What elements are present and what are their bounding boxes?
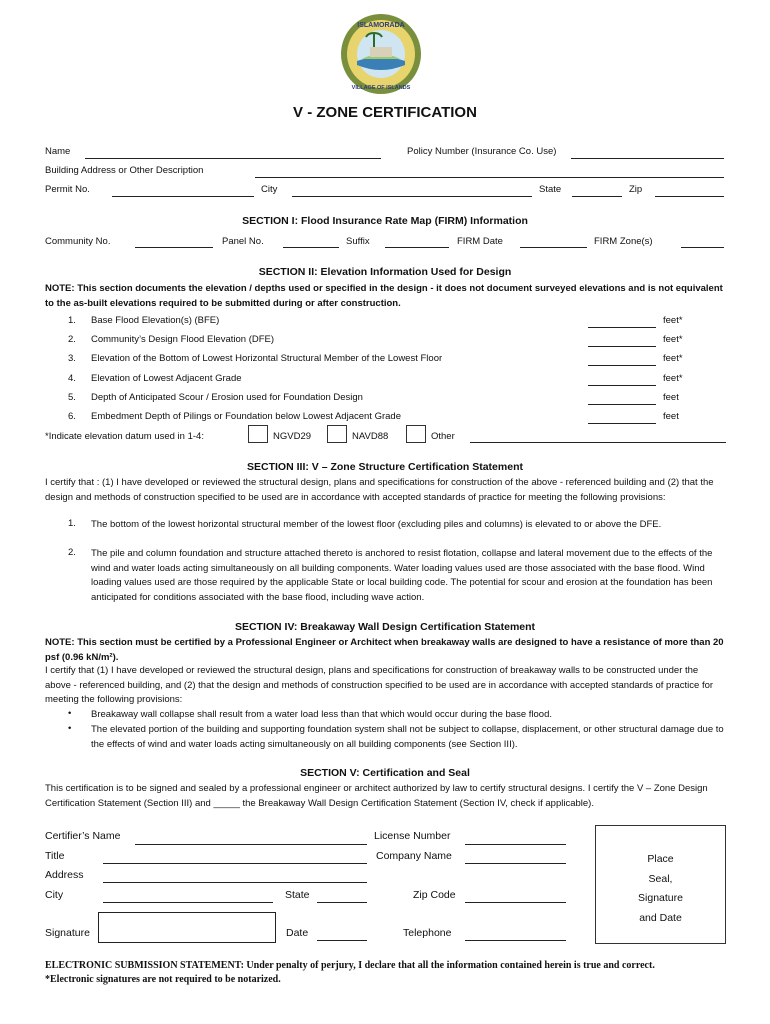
permit-no-field[interactable] — [112, 196, 254, 197]
firm-date-field[interactable] — [520, 247, 587, 248]
policy-number-field[interactable] — [571, 158, 724, 159]
item-label: Base Flood Elevation(s) (BFE) — [91, 315, 220, 326]
item-label: Embedment Depth of Pilings or Foundation below Lowest Adjacent Grade — [91, 411, 401, 422]
title-label: Title — [45, 850, 65, 862]
city-field[interactable] — [292, 196, 532, 197]
item-number: 5. — [68, 392, 76, 403]
section5-text: This certification is to be signed and sealed by a professional engineer or architect authorized by law to certify structural designs. I certify the V – Zone Design Certification Statement (Section III) and _____ the Breakaway Wall Design Certification Statement (Section IV, check if applicable). — [45, 783, 708, 809]
telephone-label: Telephone — [403, 927, 452, 939]
signature-label: Signature — [45, 927, 90, 939]
seal-box-line: Place — [647, 853, 674, 865]
item-unit: feet* — [663, 353, 683, 364]
zip-field[interactable] — [655, 196, 724, 197]
lowest-adjacent-grade-field[interactable] — [588, 385, 656, 386]
section4-intro: I certify that (1) I have developed or reviewed the structural design, plans and specifications for construction of breakaway walls to be constructed under the above - referenced building, and (2) that the design and methods of construction specified to be used are in accordance with accepted standards of practice for meeting the following provisions: — [45, 665, 714, 705]
other-label: Other — [431, 431, 455, 442]
zip-label: Zip — [629, 184, 643, 195]
village-seal-logo — [340, 13, 422, 95]
item-label: Elevation of Lowest Adjacent Grade — [91, 373, 242, 384]
certifier-state-field[interactable] — [317, 902, 367, 903]
navd88-label: NAVD88 — [352, 431, 389, 442]
dfe-field[interactable] — [588, 346, 656, 347]
section4-bullet: Breakaway wall collapse shall result from a water load less than that which would occur during the base flood. — [91, 709, 552, 720]
title-field[interactable] — [103, 863, 367, 864]
certifier-city-field[interactable] — [103, 902, 273, 903]
policy-number-label: Policy Number (Insurance Co. Use) — [407, 146, 557, 157]
building-address-label: Building Address or Other Description — [45, 165, 204, 176]
section5-title: SECTION V: Certification and Seal — [300, 767, 470, 779]
firm-zones-field[interactable] — [681, 247, 724, 248]
bullet: • — [68, 723, 72, 734]
name-label: Name — [45, 146, 71, 157]
item-number: 1. — [68, 518, 76, 529]
scour-depth-field[interactable] — [588, 404, 656, 405]
item-number: 4. — [68, 373, 76, 384]
suffix-label: Suffix — [346, 236, 370, 247]
lowest-member-elevation-field[interactable] — [588, 365, 656, 366]
certifiers-name-field[interactable] — [135, 844, 367, 845]
bfe-field[interactable] — [588, 327, 656, 328]
section3-provision: The bottom of the lowest horizontal structural member of the lowest floor (excluding piles and columns) is elevated to or above the DFE. — [91, 519, 662, 530]
building-address-field[interactable] — [255, 177, 724, 178]
section3-provision: The pile and column foundation and structure attached thereto is anchored to resist flotation, collapse and lateral movement due to the effects of the wind and water loads acting simultaneously on all building components. Water loading values used are those associated with the base flood. Wind loading values used are those required by the applicable State or local building code. The potential for scour and erosion at the foundation has been anticipated for conditions associated with the base flood, including wave action. — [91, 548, 713, 603]
community-no-label: Community No. — [45, 236, 111, 247]
item-label: Community’s Design Flood Elevation (DFE) — [91, 334, 275, 345]
item-unit: feet* — [663, 315, 683, 326]
state-label: State — [539, 184, 562, 195]
section4-title: SECTION IV: Breakaway Wall Design Certification Statement — [234, 621, 536, 633]
date-label: Date — [286, 927, 309, 939]
item-label: Elevation of the Bottom of Lowest Horizontal Structural Member of the Lowest Floor — [91, 353, 443, 364]
license-number-label: License Number — [374, 830, 451, 842]
firm-date-label: FIRM Date — [457, 236, 503, 247]
form-title: V - ZONE CERTIFICATION — [293, 104, 477, 121]
zip-code-field[interactable] — [465, 902, 566, 903]
item-unit: feet* — [663, 373, 683, 384]
ngvd29-label: NGVD29 — [273, 431, 312, 442]
electronic-statement: ELECTRONIC SUBMISSION STATEMENT: Under penalty of perjury, I declare that all the information contained herein is true and correct. — [45, 960, 655, 971]
section3-title: SECTION III: V – Zone Structure Certification Statement — [247, 461, 523, 473]
license-number-field[interactable] — [465, 844, 566, 845]
item-label: Depth of Anticipated Scour / Erosion used for Foundation Design — [91, 392, 363, 403]
seal-box-line: Seal, — [648, 872, 673, 885]
bullet: • — [68, 708, 72, 719]
section2-note: NOTE: This section documents the elevation / depths used or specified in the design - it does not document surveyed elevations and is not equivalent to the as-built elevations required to be submitted during or after construction. — [45, 283, 723, 309]
datum-label: *Indicate elevation datum used in 1-4: — [45, 431, 204, 442]
name-field[interactable] — [85, 158, 381, 159]
navd88-checkbox[interactable] — [327, 425, 347, 443]
seal-placement-box[interactable] — [595, 825, 726, 944]
electronic-note: *Electronic signatures are not required to be notarized. — [45, 974, 281, 985]
section4-note: NOTE: This section must be certified by a Professional Engineer or Architect when breakaway walls are designed to have a resistance of more than 20 psf (0.96 kN/m²). — [45, 637, 724, 663]
item-number: 1. — [68, 315, 76, 326]
firm-zones-label: FIRM Zone(s) — [594, 236, 653, 247]
item-number: 2. — [68, 547, 76, 558]
address-label: Address — [45, 869, 84, 881]
permit-no-label: Permit No. — [45, 184, 90, 195]
suffix-field[interactable] — [385, 247, 449, 248]
section1-title: SECTION I: Flood Insurance Rate Map (FIRM) Information — [242, 215, 528, 227]
section4-bullet: The elevated portion of the building and supporting foundation system shall not be subject to collapse, displacement, or other structural damage due to the effects of wind and water loads acting simultaneously on all building components (see Section III). — [91, 724, 724, 750]
panel-no-field[interactable] — [283, 247, 339, 248]
embedment-depth-field[interactable] — [588, 423, 656, 424]
seal-box-line: and Date — [639, 911, 682, 924]
city-label: City — [45, 889, 64, 901]
telephone-field[interactable] — [465, 940, 566, 941]
certifiers-name-label: Certifier’s Name — [45, 830, 121, 842]
ngvd29-checkbox[interactable] — [248, 425, 268, 443]
address-field[interactable] — [103, 882, 367, 883]
company-name-field[interactable] — [465, 863, 566, 864]
item-unit: feet — [663, 411, 679, 422]
section3-intro: I certify that : (1) I have developed or reviewed the structural design, plans and specifications for construction of the above - referenced building and (2) that the design and methods of construction specified to be used are in accordance with accepted standards of practice for meeting the following provisions: — [45, 477, 714, 503]
item-unit: feet* — [663, 334, 683, 345]
other-datum-field[interactable] — [470, 442, 726, 443]
community-no-field[interactable] — [135, 247, 213, 248]
date-field[interactable] — [317, 940, 367, 941]
city-label: City — [261, 184, 278, 195]
seal-bottom-text: VILLAGE OF ISLANDS — [351, 85, 411, 91]
state-label: State — [285, 889, 310, 901]
item-unit: feet — [663, 392, 679, 403]
zip-code-label: Zip Code — [413, 889, 456, 901]
item-number: 2. — [68, 334, 76, 345]
state-field[interactable] — [572, 196, 622, 197]
signature-box[interactable] — [98, 912, 276, 943]
company-name-label: Company Name — [376, 850, 452, 862]
item-number: 3. — [68, 353, 76, 364]
other-checkbox[interactable] — [406, 425, 426, 443]
seal-top-text: ISLAMORADA — [357, 22, 405, 29]
seal-box-line: Signature — [638, 892, 683, 904]
item-number: 6. — [68, 411, 76, 422]
panel-no-label: Panel No. — [222, 236, 264, 247]
section2-title: SECTION II: Elevation Information Used for Design — [258, 266, 512, 278]
